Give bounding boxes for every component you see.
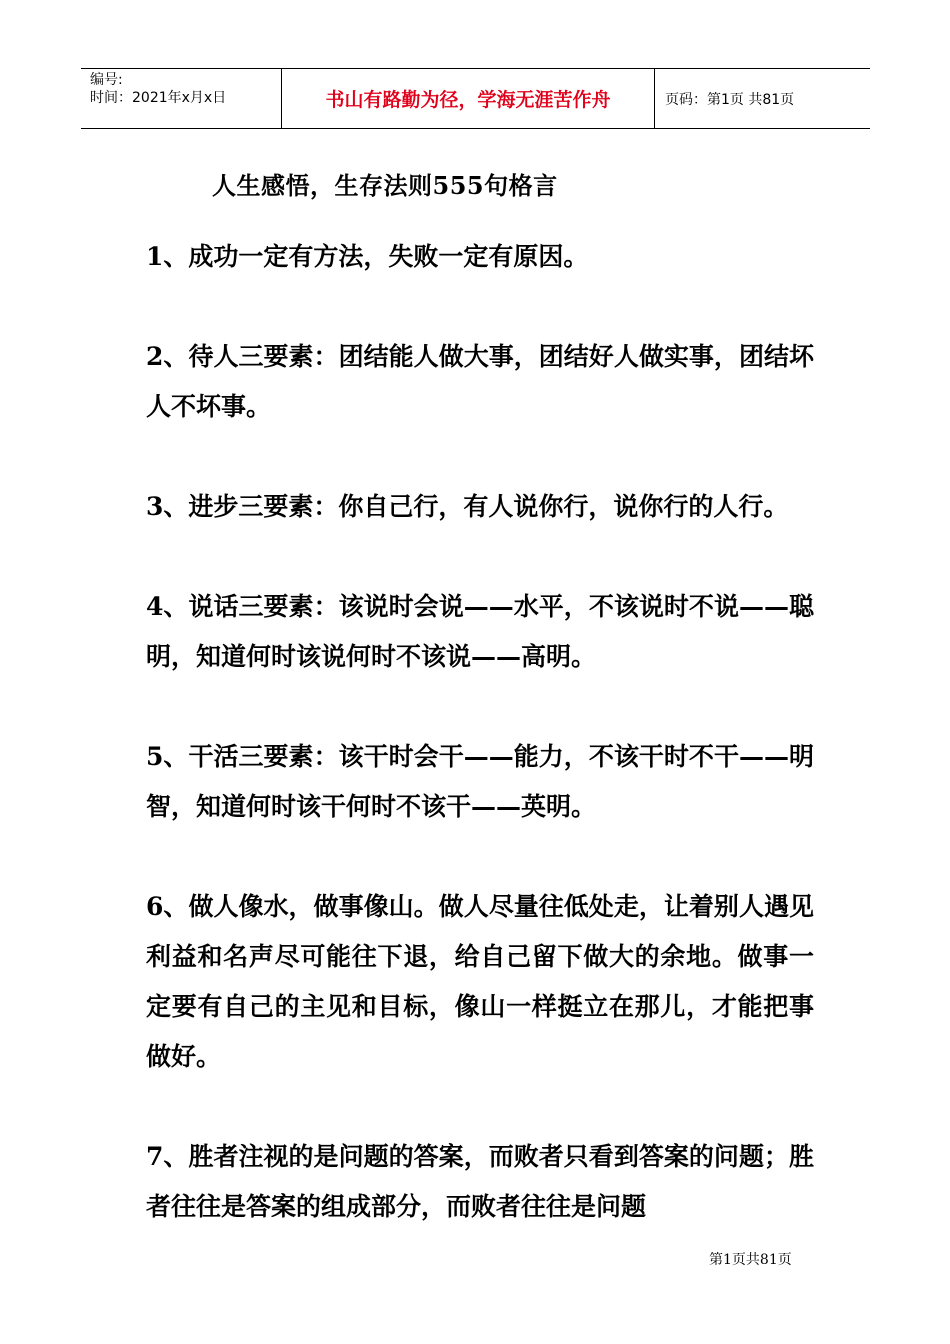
header-motto-cell — [282, 69, 655, 128]
document-date-label: 时间：2021年x月x日 — [90, 90, 227, 106]
entry-3: 3、进步三要素：你自己行，有人说你行，说你行的人行。 — [146, 492, 789, 521]
entry-2: 2、待人三要素：团结能人做大事，团结好人做实事，团结坏人不坏事。 — [146, 342, 814, 421]
header-meta — [81, 69, 282, 128]
document-title: 人生感悟，生存法则555句格言 — [212, 171, 558, 200]
entry-list — [146, 232, 814, 1282]
header-page-cell — [655, 69, 870, 128]
entry-5: 5、干活三要素：该干时会干——能力，不该干时不干——明智，知道何时该干何时不该干——英明。 — [146, 742, 814, 821]
page-footer: 第1页共81页 — [709, 1252, 792, 1268]
header-motto: 书山有路勤为径，学海无涯苦作舟 — [325, 89, 611, 111]
document-header — [81, 68, 870, 129]
document-number-label: 编号: — [90, 72, 123, 88]
header-page-number: 页码：第1页 共81页 — [665, 91, 795, 108]
entry-7: 7、胜者注视的是问题的答案，而败者只看到答案的问题；胜者往往是答案的组成部分，而败者往往是问题 — [146, 1142, 814, 1221]
entry-4: 4、说话三要素：该说时会说——水平，不该说时不说——聪明，知道何时该说何时不该说——高明。 — [146, 592, 814, 671]
entry-6: 6、做人像水，做事像山。做人尽量往低处走，让着别人遇见利益和名声尽可能往下退，给自己留下做大的余地。做事一定要有自己的主见和目标，像山一样挺立在那儿，才能把事做好。 — [146, 892, 814, 1071]
entry-1: 1、成功一定有方法，失败一定有原因。 — [146, 242, 589, 271]
